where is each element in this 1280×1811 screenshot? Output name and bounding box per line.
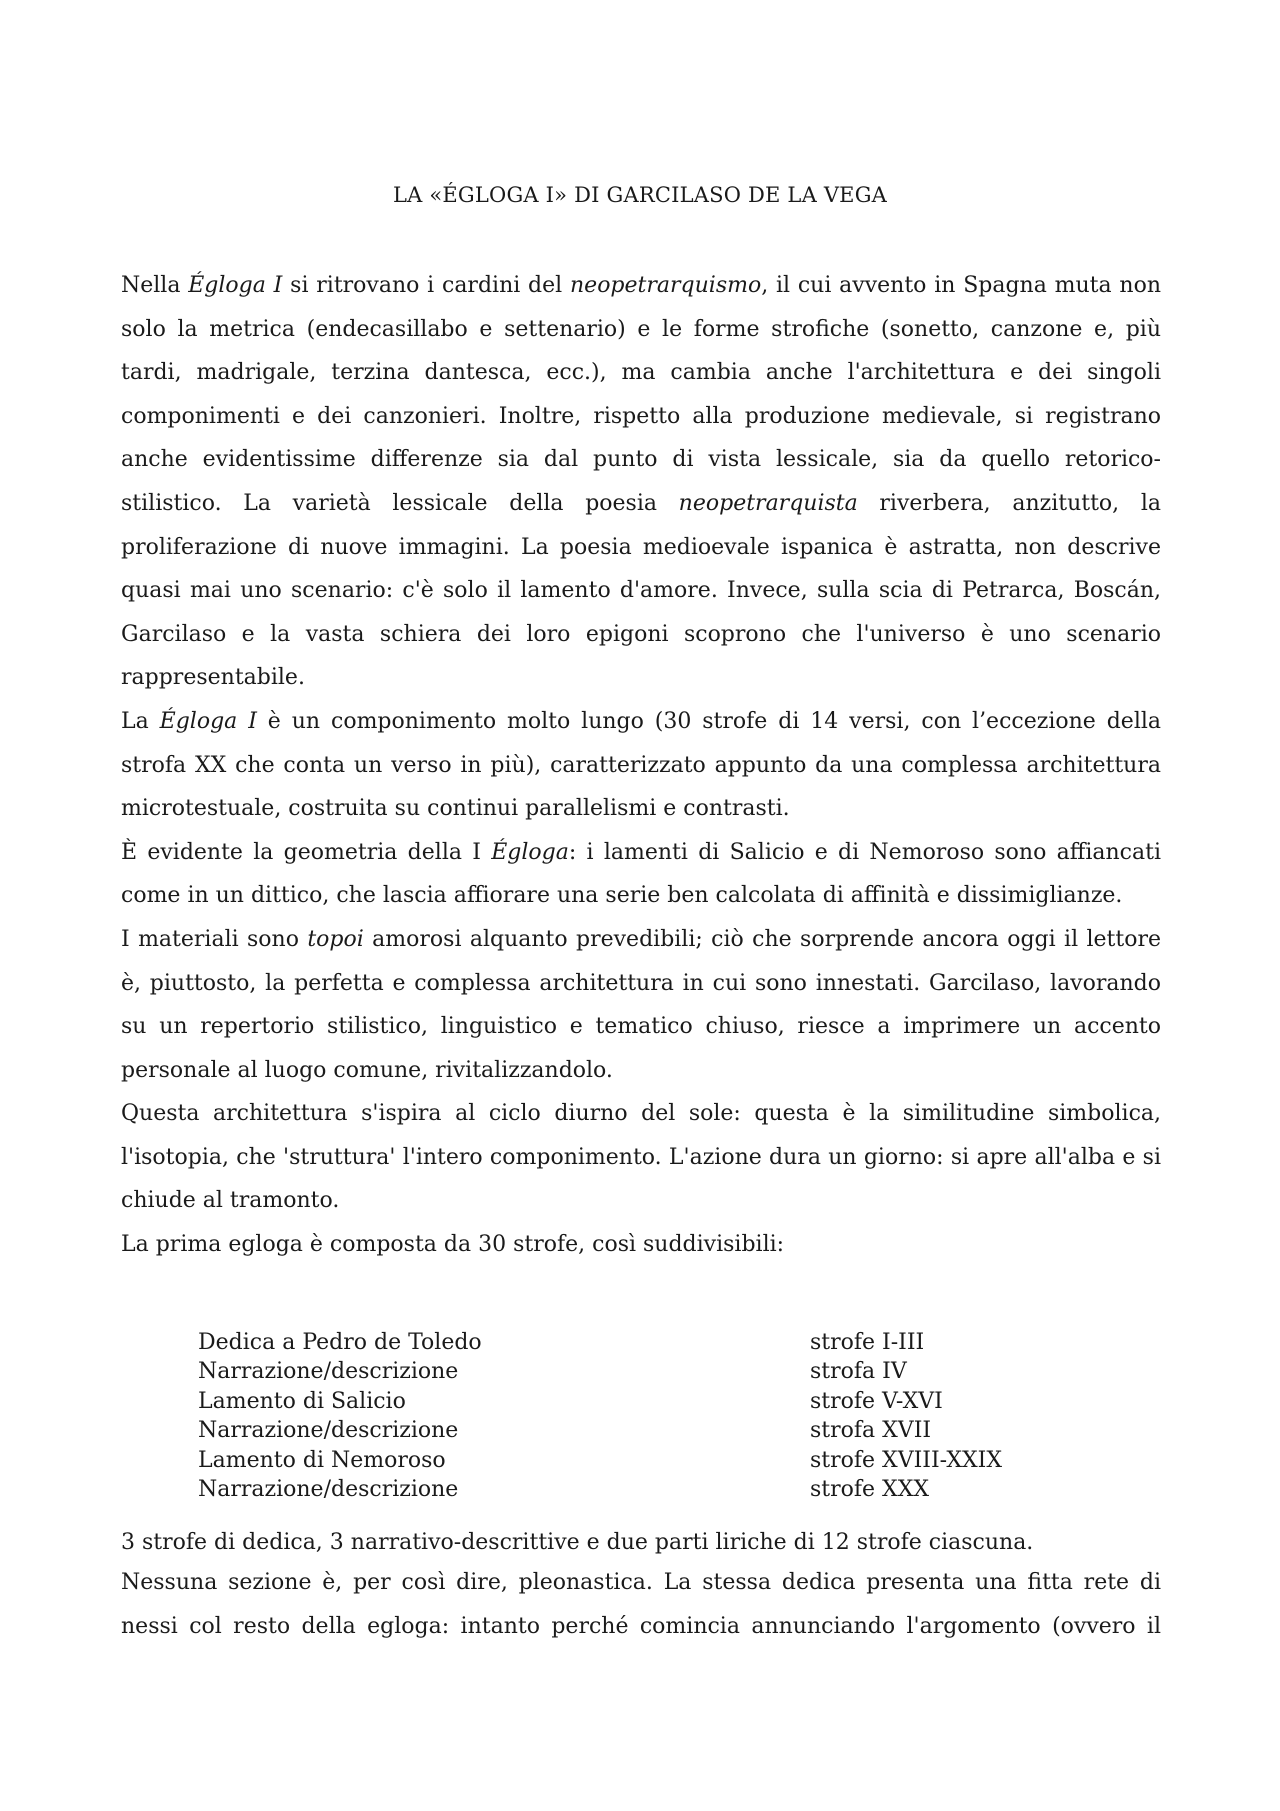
text-run: , il cui avvento in Spagna muta non solo la metrica (endecasillabo e settenario) e le forme strofiche (sonetto, canzone e, più tardi, madrigale, terzina dantesca, ecc.), ma cambia anche l'architettura e dei singoli componimenti e dei canzonieri. Inoltre, rispetto alla produzione medievale, si registrano anche evidentissime differenze sia dal punto di vista lessicale, sia da quello retorico-stilistico. La varietà lessicale della poesia xyxy=(121,273,1161,516)
text-run: Nella xyxy=(121,273,189,298)
outline-section: Narrazione/descrizione xyxy=(198,1477,459,1503)
italic-term: topoi xyxy=(307,926,364,952)
outline-strophes: strofe XVIII-XXIX xyxy=(810,1447,1002,1473)
italic-term: Égloga I xyxy=(188,273,283,298)
text-run: La xyxy=(121,708,160,734)
document-body xyxy=(121,264,1161,1267)
text-run: È evidente la geometria della I xyxy=(121,839,492,865)
outline-row xyxy=(198,1446,1098,1475)
outline-section: Narrazione/descrizione xyxy=(198,1359,459,1385)
outline-section: Narrazione/descrizione xyxy=(198,1418,459,1444)
document-title: LA «ÉGLOGA I» DI GARCILASO DE LA VEGA xyxy=(392,183,888,207)
paragraph-sun-cycle: Questa architettura s'ispira al ciclo diurno del sole: questa è la similitudine simbolica, l'isotopia, che 'struttura' l'intero componimento. L'azione dura un giorno: si apre all'alba e si chiude al tramonto. xyxy=(121,1101,1161,1214)
text-run: riverbera, anzitutto, la proliferazione di nuove immagini. La poesia medioevale ispanica è astratta, non descrive quasi mai uno scenario: c'è solo il lamento d'amore. Invece, sulla scia di Petrarca, Boscán, Garcilaso e la vasta schiera dei loro epigoni scoprono che l'universo è uno scenario rappresentabile. xyxy=(121,490,1161,691)
italic-term: Égloga xyxy=(491,839,569,865)
outline-strophes: strofe I-III xyxy=(810,1330,925,1355)
paragraph-dedication: Nessuna sezione è, per così dire, pleonastica. La stessa dedica presenta una fitta rete di nessi col resto della egloga: intanto perché comincia annunciando l'argomento (ovvero il xyxy=(121,1570,1161,1639)
text-run: : i lamenti di Salicio e di Nemoroso sono affiancati come in un dittico, che lascia affiorare una serie ben calcolata di affinità e dissimiglianze. xyxy=(121,839,1161,909)
text-run: si ritrovano i cardini del xyxy=(282,273,570,298)
outline-strophes: strofa IV xyxy=(810,1359,907,1385)
text-run: amorosi alquanto prevedibili; ciò che sorprende ancora oggi il lettore è, piuttosto, la perfetta e complessa architettura in cui sono innestati. Garcilaso, lavorando su un repertorio stilistico, linguistico e tematico chiuso, riesce a imprimere un accento personale al luogo comune, rivitalizzandolo. xyxy=(121,926,1161,1083)
outline-row xyxy=(198,1475,1098,1504)
italic-term: neopetrarquismo xyxy=(570,273,762,298)
text-run: è un componimento molto lungo (30 strofe di 14 versi, con l’eccezione della strofa XX che conta un verso in più), caratterizzato appunto da una complessa architettura microtestuale, costruita su continui parallelismi e contrasti. xyxy=(121,708,1162,822)
paragraph-composition: La prima egloga è composta da 30 strofe, così suddivisibili: xyxy=(121,1232,785,1258)
paragraph-structure xyxy=(121,700,1161,831)
italic-term: neopetrarquista xyxy=(678,490,858,516)
paragraph-intro xyxy=(121,264,1161,700)
outline-section: Lamento di Nemoroso xyxy=(198,1447,446,1473)
outline-row xyxy=(198,1357,1098,1386)
outline-row xyxy=(198,1416,1098,1445)
document-body-continued xyxy=(121,1525,1161,1648)
paragraph-geometry xyxy=(121,831,1161,918)
outline-strophes: strofe XXX xyxy=(810,1477,930,1503)
outline-row xyxy=(198,1328,1098,1357)
outline-row xyxy=(198,1387,1098,1416)
italic-term: Égloga I xyxy=(159,708,257,734)
outline-section: Lamento di Salicio xyxy=(198,1388,406,1414)
paragraph-summary: 3 strofe di dedica, 3 narrativo-descrittive e due parti liriche di 12 strofe ciascuna. xyxy=(121,1530,1034,1555)
text-run: I materiali sono xyxy=(121,926,308,952)
outline-section: Dedica a Pedro de Toledo xyxy=(198,1330,482,1355)
paragraph-materials xyxy=(121,918,1161,1092)
strophe-outline-table xyxy=(198,1328,1098,1504)
outline-strophes: strofe V-XVI xyxy=(810,1388,943,1414)
outline-strophes: strofa XVII xyxy=(810,1418,932,1444)
